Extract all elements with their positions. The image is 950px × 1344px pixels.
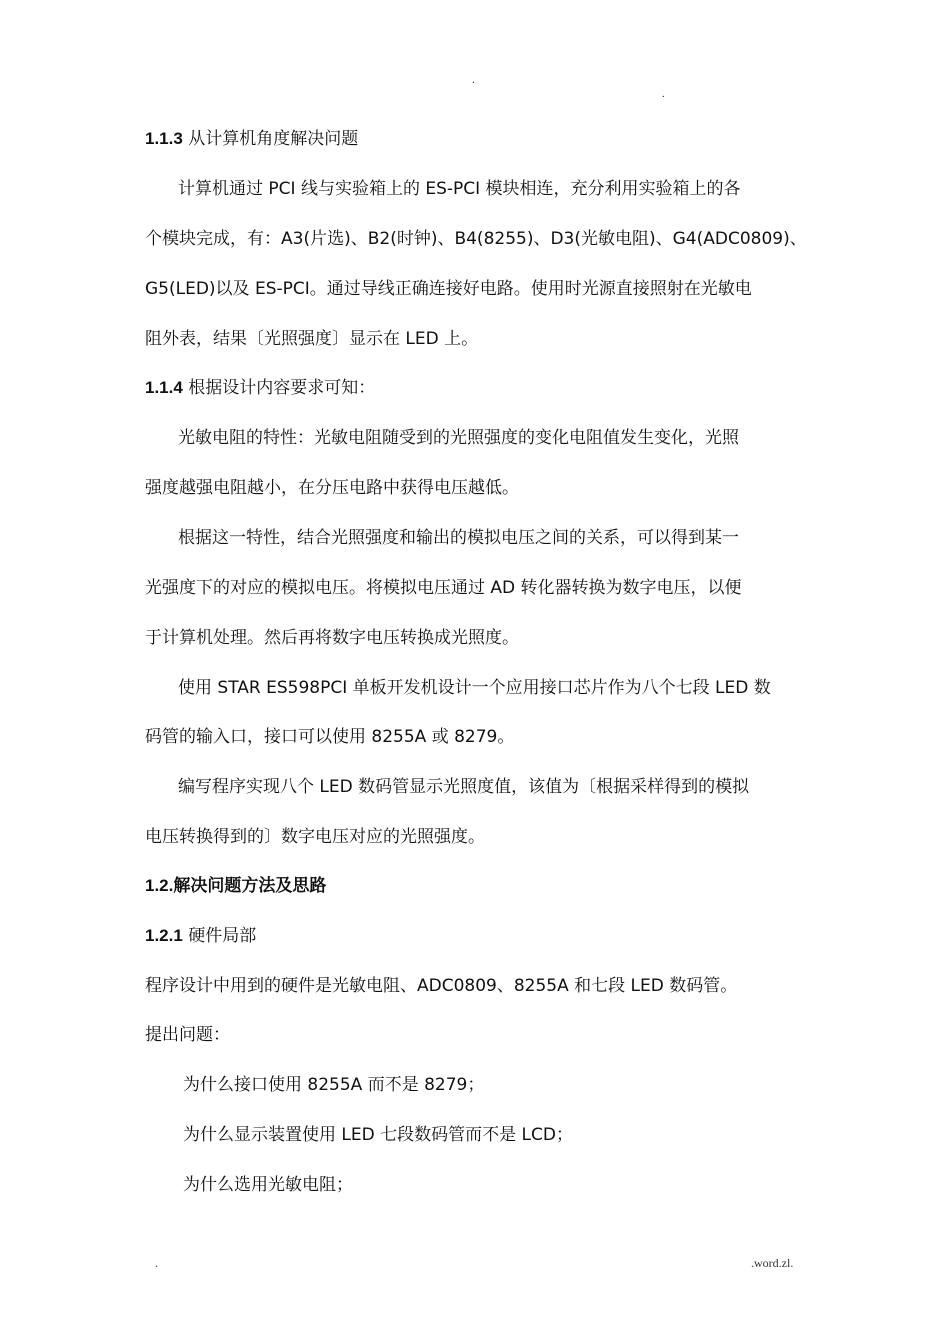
section-title: 解决问题方法及思路 bbox=[173, 876, 327, 895]
paragraph-line: 计算机通过 PCI 线与实验箱上的 ES-PCI 模块相连，充分利用实验箱上的各 bbox=[178, 179, 741, 199]
paragraph-line: G5(LED)以及 ES-PCI。通过导线正确连接好电路。使用时光源直接照射在光敏电 bbox=[145, 279, 752, 299]
section-heading-1-1-3 bbox=[145, 126, 809, 152]
section-title: 根据设计内容要求可知： bbox=[188, 378, 376, 398]
paragraph-line: 程序设计中用到的硬件是光敏电阻、ADC0809、8255A 和七段 LED 数码管。 bbox=[145, 976, 738, 996]
section-title: 从计算机角度解决问题 bbox=[188, 129, 359, 149]
footer-dot: . bbox=[155, 1256, 158, 1270]
paragraph-line: 提出问题： bbox=[145, 1025, 230, 1045]
section-number: 1.2. bbox=[145, 876, 174, 895]
section-number: 1.2.1 bbox=[145, 926, 183, 945]
paragraph-line: 使用 STAR ES598PCI 单板开发机设计一个应用接口芯片作为八个七段 LED 数 bbox=[178, 678, 771, 698]
section-heading-1-2 bbox=[145, 873, 809, 899]
paragraph-line: 阻外表，结果〔光照强度〕显示在 LED 上。 bbox=[145, 329, 479, 349]
paragraph-line: 电压转换得到的〕数字电压对应的光照强度。 bbox=[145, 827, 485, 847]
paragraph-line: 码管的输入口，接口可以使用 8255A 或 8279。 bbox=[145, 727, 515, 747]
question-item: 为什么选用光敏电阻； bbox=[183, 1175, 353, 1195]
paragraph-line: 编写程序实现八个 LED 数码管显示光照度值，该值为〔根据采样得到的模拟 bbox=[178, 777, 750, 797]
section-heading-1-2-1 bbox=[145, 923, 809, 949]
header-dot-right: . bbox=[662, 88, 665, 100]
paragraph-line: 光强度下的对应的模拟电压。将模拟电压通过 AD 转化器转换为数字电压，以便 bbox=[145, 578, 742, 598]
header-dot-left: . bbox=[472, 74, 475, 86]
paragraph-line: 个模块完成，有：A3(片选)、B2(时钟)、B4(8255)、D3(光敏电阻)、G4(ADC0809)、 bbox=[145, 229, 807, 249]
paragraph-line: 于计算机处理。然后再将数字电压转换成光照度。 bbox=[145, 628, 519, 648]
section-number: 1.1.4 bbox=[145, 378, 183, 397]
footer-watermark: .word.zl. bbox=[751, 1256, 794, 1270]
paragraph-line: 光敏电阻的特性：光敏电阻随受到的光照强度的变化电阻值发生变化，光照 bbox=[178, 428, 739, 448]
paragraph-line: 根据这一特性，结合光照强度和输出的模拟电压之间的关系，可以得到某一 bbox=[178, 528, 739, 548]
section-number: 1.1.3 bbox=[145, 129, 183, 148]
section-title: 硬件局部 bbox=[188, 926, 257, 946]
section-heading-1-1-4 bbox=[145, 375, 809, 401]
question-item: 为什么显示装置使用 LED 七段数码管而不是 LCD； bbox=[183, 1125, 573, 1145]
paragraph-line: 强度越强电阻越小，在分压电路中获得电压越低。 bbox=[145, 478, 519, 498]
question-item: 为什么接口使用 8255A 而不是 8279； bbox=[183, 1075, 485, 1095]
